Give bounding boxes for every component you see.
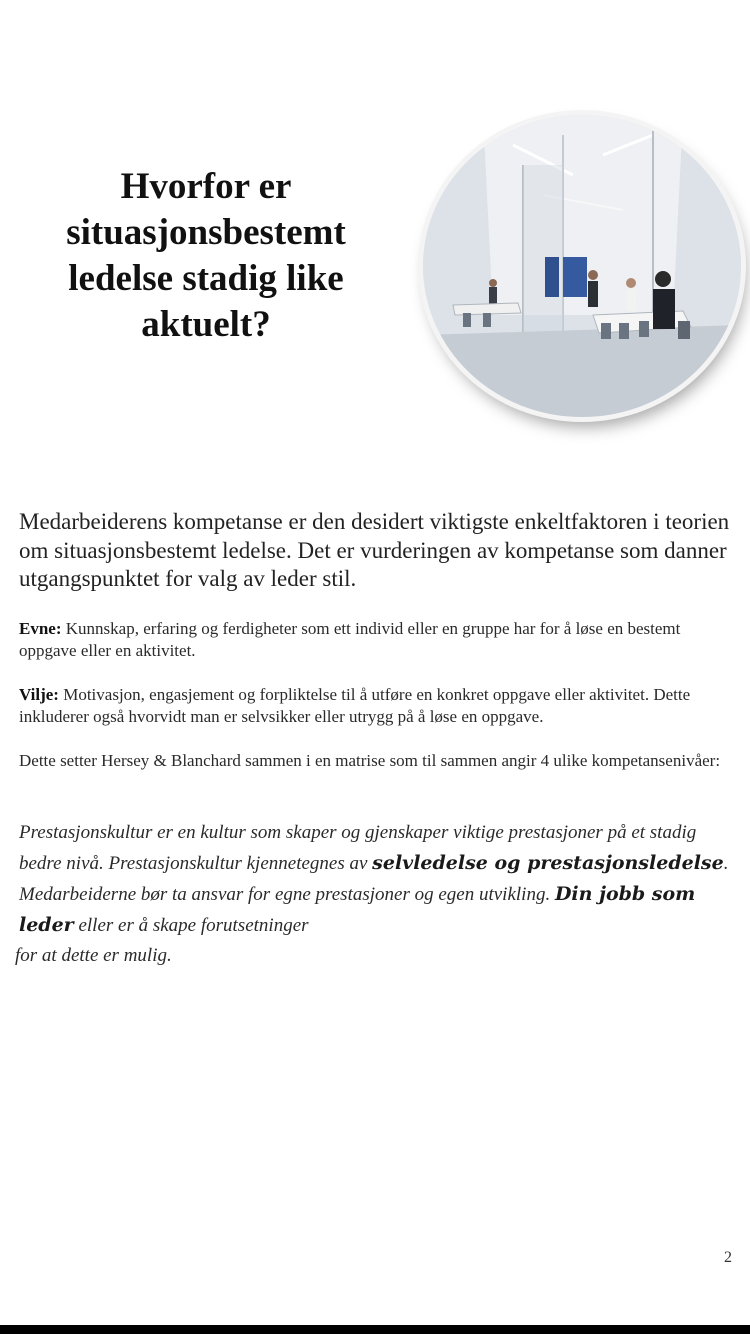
- evne-text: Kunnskap, erfaring og ferdigheter som ett individ eller en gruppe har for å løse en bestemt oppgave eller en aktivitet.: [19, 619, 681, 660]
- italic-bold-1: selvledelse og prestasjonsledelse: [372, 852, 724, 874]
- vilje-label: Vilje:: [19, 685, 59, 704]
- bottom-bar: [0, 1325, 750, 1334]
- italic-last-line: for at dette er mulig.: [15, 945, 172, 966]
- page-title: Hvorfor er situasjonsbestemt ledelse stadig like aktuelt?: [66, 166, 346, 345]
- vilje-paragraph: [19, 684, 731, 728]
- prestasjonskultur-paragraph: [15, 818, 731, 971]
- italic-text-3: eller er å skape forutsetninger: [73, 915, 309, 936]
- italic-bold-2: Din jobb som leder: [19, 883, 696, 936]
- matrix-paragraph: Dette setter Hersey & Blanchard sammen i en matrise som til sammen angir 4 ulike kompetansenivåer:: [19, 751, 721, 770]
- meeting-room-photo: [423, 115, 741, 417]
- italic-text-1: Prestasjonskultur er en kultur som skaper og gjenskaper viktige prestasjoner på et stadig bedre nivå. Prestasjonskultur kjennetegnes av: [19, 822, 697, 874]
- evne-paragraph: [19, 618, 731, 662]
- italic-text-2: . Medarbeiderne bør ta ansvar for egne prestasjoner og egen utvikling.: [19, 853, 729, 905]
- intro-paragraph: Medarbeiderens kompetanse er den desidert viktigste enkeltfaktoren i teorien om situasjonsbestemt ledelse. Det er vurderingen av kompetanse som danner utgangspunktet for valg av leder stil.: [19, 509, 730, 591]
- vilje-text: Motivasjon, engasjement og forpliktelse til å utføre en konkret oppgave eller aktivitet. Dette inkluderer også hvorvidt man er selvsikker eller utrygg på å løse en oppgave.: [19, 685, 691, 726]
- evne-label: Evne:: [19, 619, 62, 638]
- page-number: 2: [724, 1249, 732, 1266]
